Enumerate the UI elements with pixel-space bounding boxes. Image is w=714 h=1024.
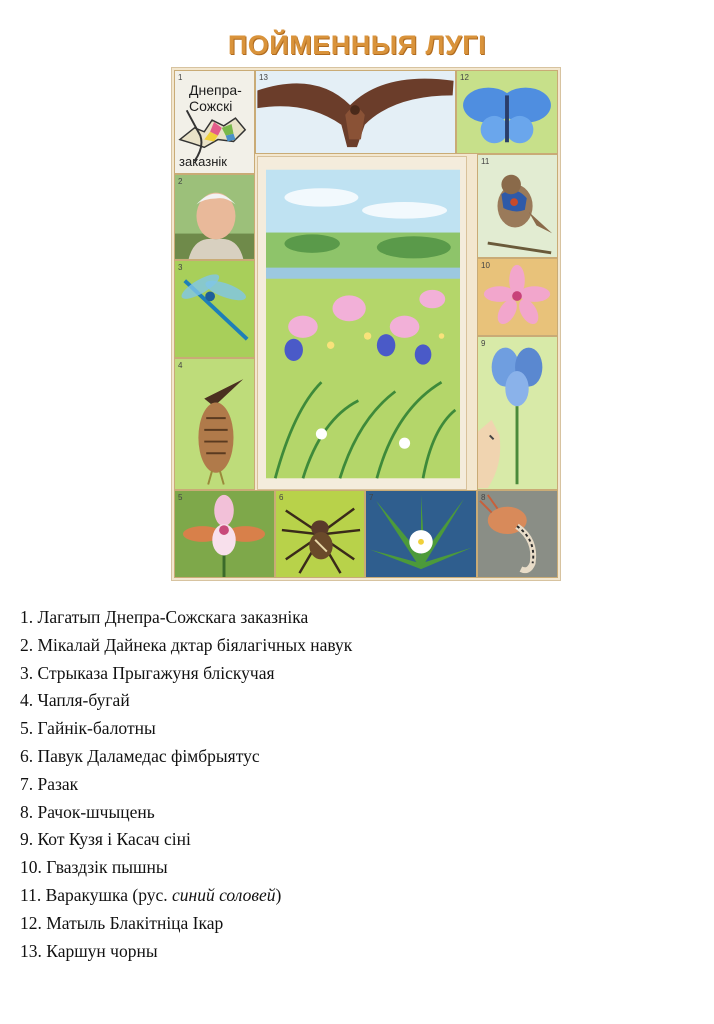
tile-bittern xyxy=(174,358,255,490)
tile-number: 4 xyxy=(178,361,183,370)
tile-bluethroat xyxy=(477,154,558,258)
caption-item xyxy=(20,882,352,910)
tile-water-soldier xyxy=(365,490,477,578)
tile-dragonfly xyxy=(174,260,255,358)
tile-orchid xyxy=(174,490,275,578)
tile-cat-iris xyxy=(477,336,558,490)
tile-number: 7 xyxy=(369,493,374,502)
tile-number: 11 xyxy=(481,157,490,166)
center-painting-frame xyxy=(257,156,467,490)
cat-iris-icon xyxy=(478,337,557,489)
kite-bird-icon xyxy=(256,71,455,153)
bluethroat-bird-icon xyxy=(478,155,557,257)
caption-item: 7. Разак xyxy=(20,773,79,794)
tile-butterfly xyxy=(456,70,558,154)
tile-number: 9 xyxy=(481,339,486,348)
caption-item: 12. Матыль Блакітніца Ікар xyxy=(20,912,224,933)
caption-item: 5. Гайнік-балотны xyxy=(20,718,156,739)
logo-line-1: Днепра- xyxy=(189,82,242,98)
logo-line-3: заказнік xyxy=(179,154,227,169)
tile-shrimp xyxy=(477,490,558,578)
caption-item: 6. Павук Даламедас фімбрыятус xyxy=(20,745,260,766)
caption-item: 9. Кот Кузя і Касач сіні xyxy=(20,829,191,850)
tile-number: 12 xyxy=(460,73,469,82)
spider-icon xyxy=(276,491,364,577)
caption-item: 2. Мікалай Дайнека дктар біялагічных навук xyxy=(20,634,353,655)
caption-text: ) xyxy=(275,884,282,905)
caption-item: 8. Рачок-шчыцень xyxy=(20,801,155,822)
caption-italic-text: синий соловей xyxy=(172,884,276,905)
water-soldier-plant-icon xyxy=(366,491,476,577)
meadow-landscape-illustration xyxy=(266,165,460,483)
tile-spider xyxy=(275,490,365,578)
tile-number: 6 xyxy=(279,493,284,502)
tile-number: 2 xyxy=(178,177,183,186)
tile-kite xyxy=(255,70,456,154)
shrimp-icon xyxy=(478,491,557,577)
tile-number: 3 xyxy=(178,263,183,272)
illustration-poster xyxy=(172,68,560,580)
orchid-flower-icon xyxy=(175,491,274,577)
portrait-man-icon xyxy=(175,175,254,259)
caption-list xyxy=(20,604,352,965)
page-title: ПОЙМЕННЫЯ ЛУГІ xyxy=(227,30,487,60)
tile-number: 10 xyxy=(481,261,490,270)
caption-item: 13. Каршун чорны xyxy=(20,940,158,961)
blue-butterfly-icon xyxy=(457,71,557,153)
caption-item: 1. Лагатып Днепра-Сожскага заказніка xyxy=(20,607,309,627)
tile-portrait xyxy=(174,174,255,260)
caption-item: 4. Чапля-бугай xyxy=(20,690,130,711)
tile-pink-flower xyxy=(477,258,558,336)
tile-number: 5 xyxy=(178,493,183,502)
caption-item: 10. Гваздзік пышны xyxy=(20,857,168,878)
caption-item: 3. Стрыказа Прыгажуня бліскучая xyxy=(20,662,275,683)
dragonfly-icon xyxy=(175,261,254,357)
bittern-bird-icon xyxy=(175,359,254,489)
logo-line-2: Сожскі xyxy=(189,98,233,114)
caption-text: 11. Варакушка (рус. xyxy=(20,884,173,905)
pink-flower-icon xyxy=(478,259,557,335)
tile-number: 13 xyxy=(259,73,268,82)
tile-logo xyxy=(174,70,255,174)
tile-number: 1 xyxy=(178,73,183,82)
tile-number: 8 xyxy=(481,493,486,502)
